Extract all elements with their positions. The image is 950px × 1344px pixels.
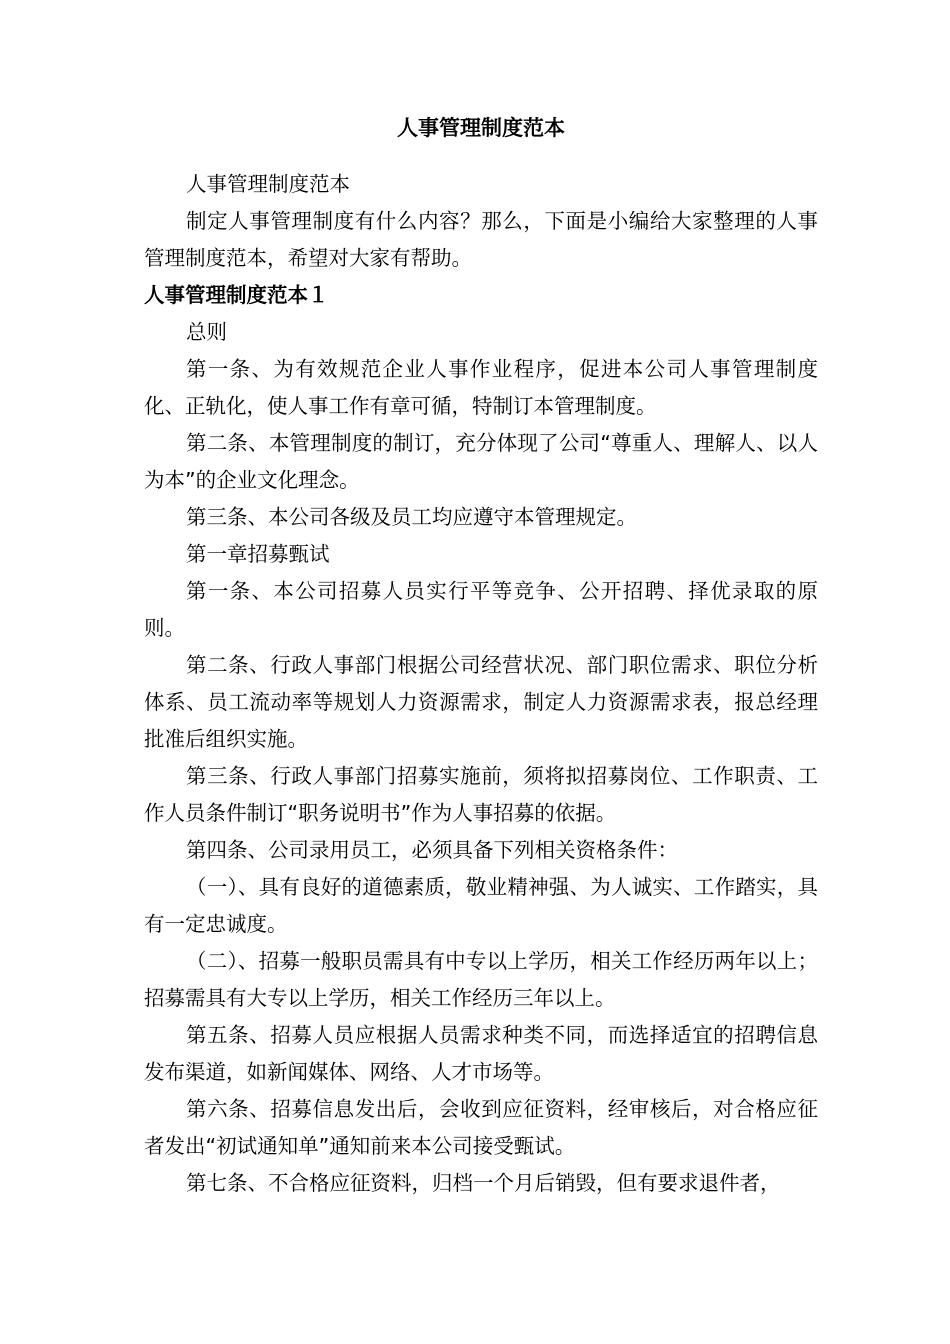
body-paragraph: （一）、具有良好的道德素质，敬业精神强、为人诚实、工作踏实，具有一定忠诚度。	[144, 875, 818, 936]
body-paragraph: 第三条、行政人事部门招募实施前，须将拟招募岗位、工作职责、工作人员条件制订“职务说明书”作为人事招募的依据。	[144, 764, 818, 825]
body-paragraph: 第一条、为有效规范企业人事作业程序，促进本公司人事管理制度化、正轨化，使人事工作有章可循，特制订本管理制度。	[144, 357, 818, 418]
body-paragraph: 第三条、本公司各级及员工均应遵守本管理规定。	[186, 505, 637, 529]
section-heading: 人事管理制度范本１	[144, 283, 329, 307]
body-paragraph: （二）、招募一般职员需具有中专以上学历，相关工作经历两年以上；招募需具有大专以上学历，相关工作经历三年以上。	[144, 949, 818, 1010]
body-paragraph: 人事管理制度范本	[186, 172, 350, 196]
body-paragraph: 第二条、本管理制度的制订，充分体现了公司“尊重人、理解人、以人为本”的企业文化理念。	[144, 431, 818, 492]
body-paragraph: 第二条、行政人事部门根据公司经营状况、部门职位需求、职位分析体系、员工流动率等规划人力资源需求，制定人力资源需求表，报总经理批准后组织实施。	[144, 653, 818, 751]
body-paragraph: 第七条、不合格应征资料，归档一个月后销毁，但有要求退件者，	[186, 1171, 781, 1195]
body-paragraph: 第四条、公司录用员工，必须具备下列相关资格条件：	[186, 838, 678, 862]
body-paragraph: 制定人事管理制度有什么内容？那么，下面是小编给大家整理的人事管理制度范本，希望对大家有帮助。	[144, 209, 818, 270]
body-paragraph: 第一章招募甄试	[186, 542, 330, 566]
body-paragraph: 第一条、本公司招募人员实行平等竞争、公开招聘、择优录取的原则。	[144, 579, 818, 640]
document-body	[144, 166, 818, 1202]
body-paragraph: 第六条、招募信息发出后，会收到应征资料，经审核后，对合格应征者发出“初试通知单”通知前来本公司接受甄试。	[144, 1097, 818, 1158]
document-title: 人事管理制度范本	[397, 116, 565, 140]
body-paragraph: 总则	[186, 320, 227, 344]
document-page	[144, 110, 818, 1202]
body-paragraph: 第五条、招募人员应根据人员需求种类不同，而选择适宜的招聘信息发布渠道，如新闻媒体、网络、人才市场等。	[144, 1023, 818, 1084]
